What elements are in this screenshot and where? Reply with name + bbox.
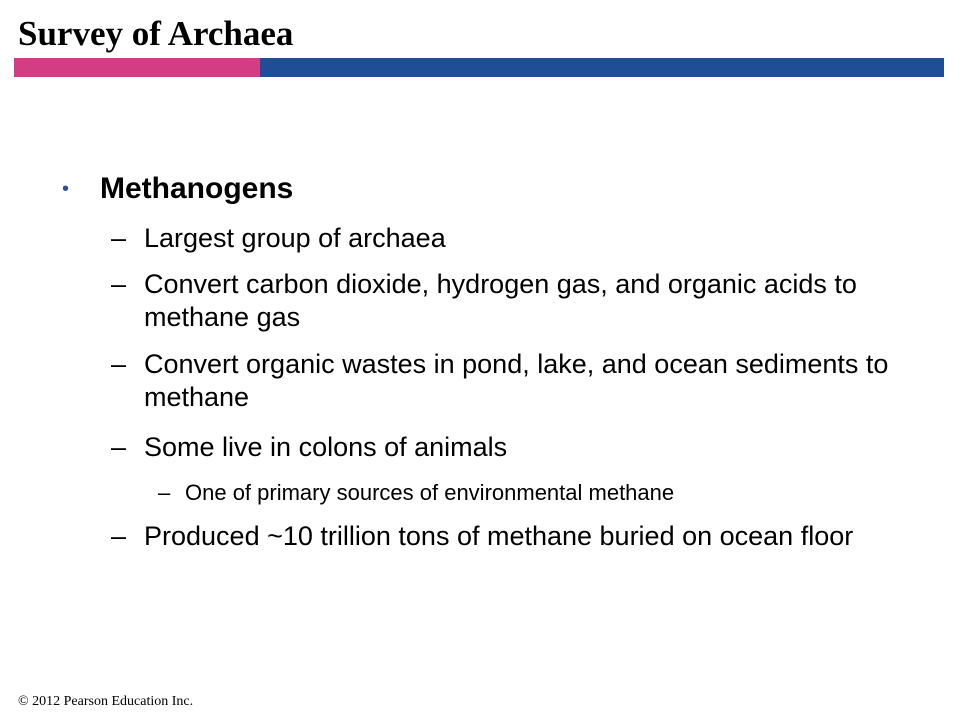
dash-icon: – bbox=[158, 480, 171, 505]
dash-icon: – bbox=[111, 269, 127, 299]
dash-icon: – bbox=[111, 432, 127, 462]
dash-icon: – bbox=[111, 223, 127, 253]
dash-icon: – bbox=[111, 521, 127, 551]
sub-sub-point-text: One of primary sources of environmental methane bbox=[185, 480, 675, 505]
sub-point-text: Convert organic wastes in pond, lake, and ocean sediments to methane bbox=[144, 349, 889, 412]
title-bar-blue-segment bbox=[260, 58, 944, 77]
title-bar-pink-segment bbox=[14, 58, 260, 77]
sub-point-text: Largest group of archaea bbox=[144, 223, 446, 253]
bullet-icon: • bbox=[62, 178, 70, 200]
sub-point-text: Some live in colons of animals bbox=[144, 432, 508, 462]
slide-title: Survey of Archaea bbox=[18, 14, 294, 53]
sub-point-text: Convert carbon dioxide, hydrogen gas, and organic acids to methane gas bbox=[144, 269, 857, 332]
sub-point-text: Produced ~10 trillion tons of methane buried on ocean floor bbox=[144, 521, 854, 551]
main-bullet-text: Methanogens bbox=[100, 172, 294, 205]
title-accent-bar bbox=[14, 58, 944, 77]
copyright-footer: © 2012 Pearson Education Inc. bbox=[18, 694, 194, 709]
dash-icon: – bbox=[111, 349, 127, 379]
